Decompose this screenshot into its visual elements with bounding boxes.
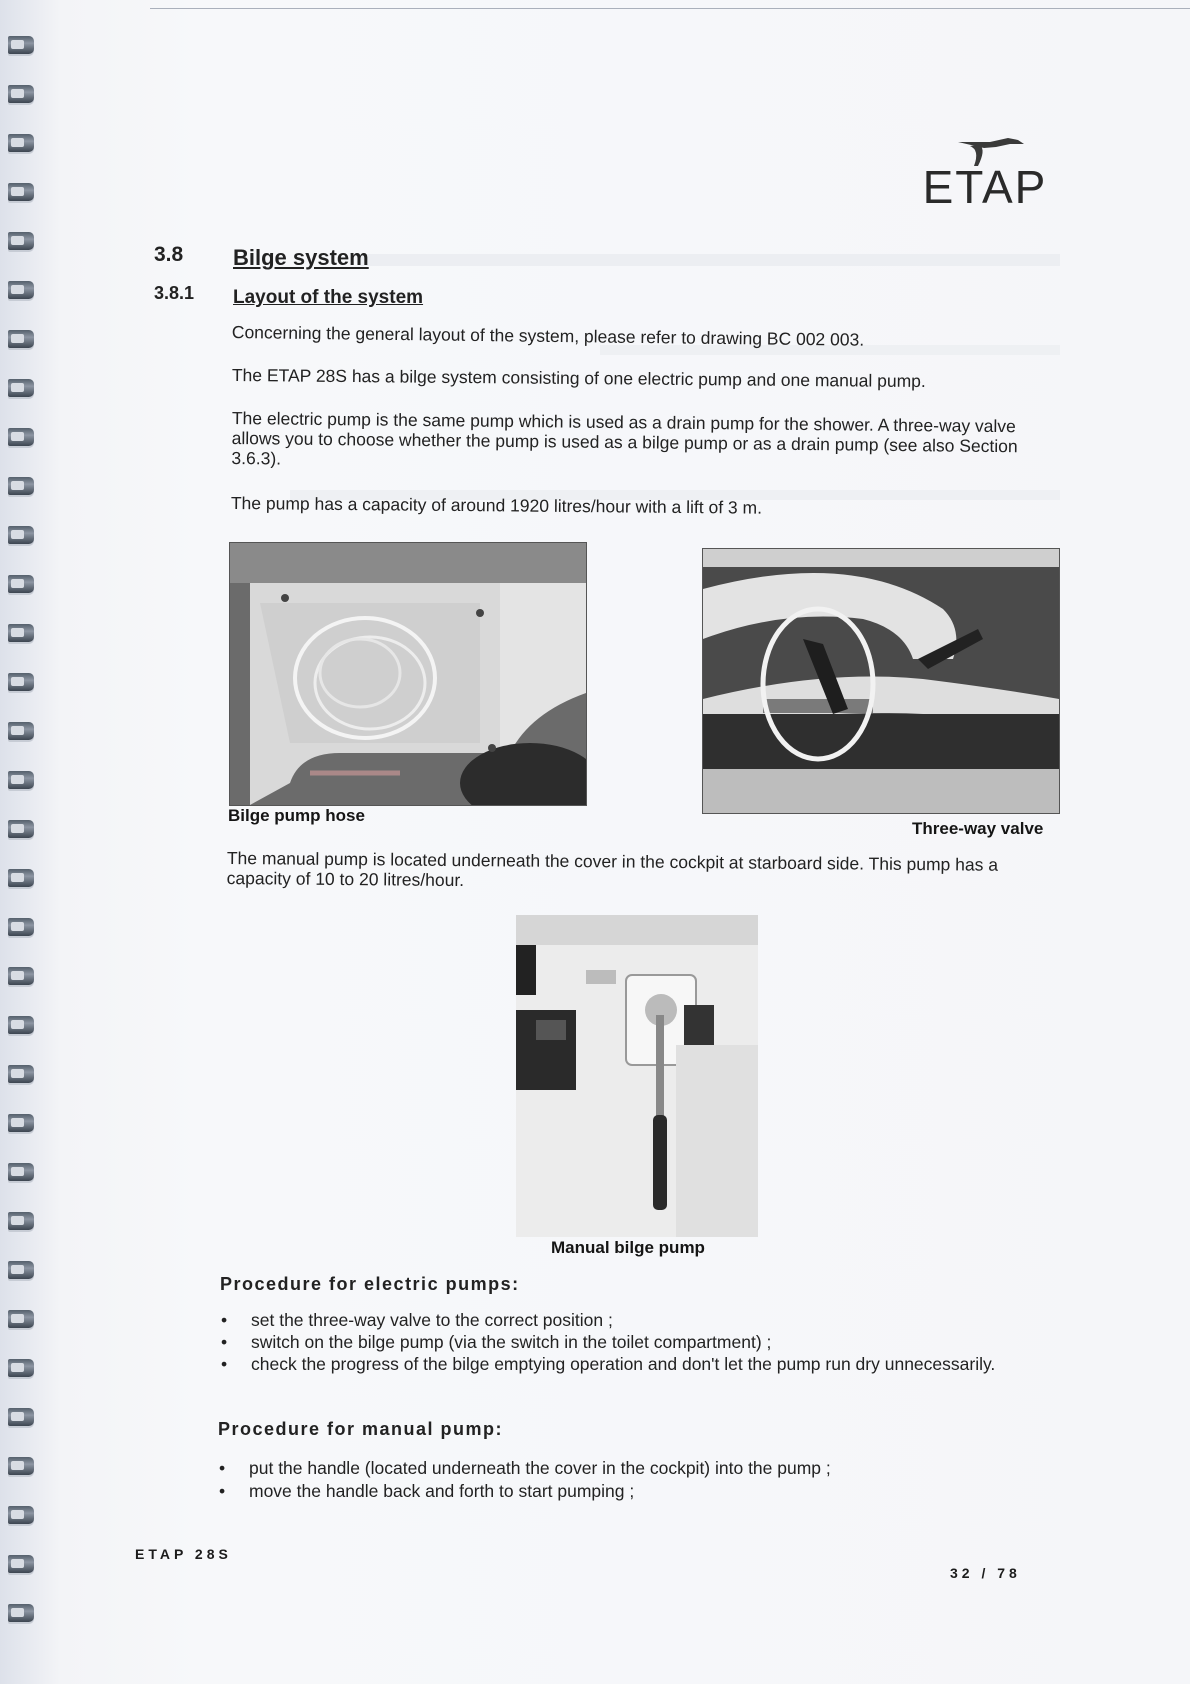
- list-item: • move the handle back and forth to start pumping ;: [217, 1481, 1057, 1502]
- list-item: • switch on the bilge pump (via the switch in the toilet compartment) ;: [219, 1332, 1049, 1353]
- manual-bilge-pump-photo: [516, 915, 758, 1237]
- list-item: • check the progress of the bilge emptying operation and don't let the pump run dry unnecessarily.: [219, 1354, 1049, 1375]
- subsection-title: Layout of the system: [233, 287, 424, 308]
- paragraph-manual-pump: The manual pump is located underneath the cover in the cockpit at starboard side. This pump has a capacity of 10 to 20 litres/hour.: [226, 848, 999, 891]
- paragraph-layout-reference: Concerning the general layout of the system, please refer to drawing BC 002 003.: [231, 322, 865, 350]
- etap-logo: [910, 130, 1060, 213]
- paragraph-electric-pump: The electric pump is the same pump which is used as a drain pump for the shower. A three-way valve allows you to choose whether the pump is used as a bilge pump or as a drain pump (see also Section 3.6.3).: [231, 408, 1018, 469]
- three-way-valve-photo: [702, 548, 1060, 814]
- logo-text: ETAP: [922, 161, 1048, 213]
- bilge-pump-hose-photo: [229, 542, 587, 806]
- procedure-manual-heading: Procedure for manual pump:: [218, 1419, 504, 1439]
- procedure-electric-list: [219, 1310, 1049, 1375]
- footer-model: ETAP 28S: [135, 1546, 232, 1562]
- procedure-manual-list: [217, 1458, 1057, 1502]
- paragraph-bilge-system: The ETAP 28S has a bilge system consisting of one electric pump and one manual pump.: [231, 365, 926, 392]
- subsection-number: 3.8.1: [154, 283, 195, 303]
- paragraph-pump-capacity: The pump has a capacity of around 1920 litres/hour with a lift of 3 m.: [230, 493, 763, 518]
- hose-caption: Bilge pump hose: [228, 806, 365, 825]
- spiral-binding: [8, 30, 36, 1650]
- page-number: 32 / 78: [950, 1565, 1021, 1581]
- manual-pump-caption: Manual bilge pump: [551, 1238, 705, 1257]
- list-item: • set the three-way valve to the correct position ;: [219, 1310, 1049, 1331]
- top-edge-line: [150, 8, 1190, 9]
- section-number: 3.8: [154, 243, 184, 266]
- procedure-electric-heading: Procedure for electric pumps:: [220, 1274, 520, 1294]
- list-item: • put the handle (located underneath the cover in the cockpit) into the pump ;: [217, 1458, 1057, 1479]
- section-title: Bilge system: [233, 245, 369, 270]
- valve-caption: Three-way valve: [912, 819, 1044, 838]
